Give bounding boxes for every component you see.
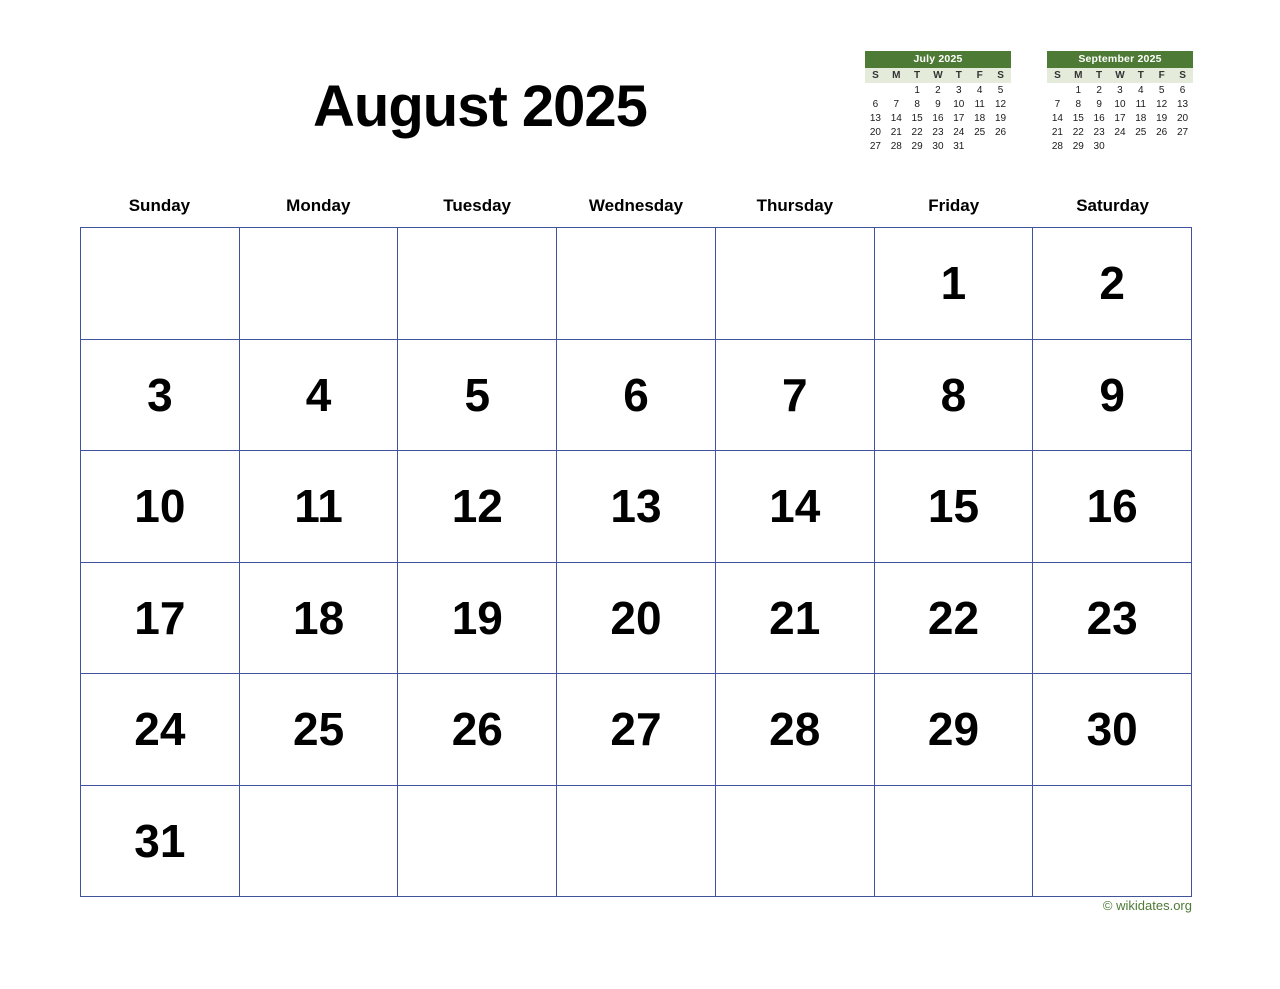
mini-day-cell[interactable]: 23 xyxy=(1089,125,1110,139)
mini-day-cell[interactable]: 2 xyxy=(928,83,949,97)
day-cell[interactable] xyxy=(716,674,875,786)
mini-day-cell[interactable] xyxy=(1151,139,1172,153)
weekday-header-monday: Monday xyxy=(286,196,351,215)
mini-day-cell[interactable]: 1 xyxy=(1068,83,1089,97)
day-number: 18 xyxy=(292,591,345,644)
day-number: 23 xyxy=(1086,591,1138,644)
mini-day-cell[interactable]: 8 xyxy=(907,97,928,111)
day-cell[interactable] xyxy=(240,786,399,898)
day-cell[interactable] xyxy=(81,786,240,898)
day-number: 26 xyxy=(451,703,503,756)
mini-day-cell[interactable]: 21 xyxy=(1047,125,1068,139)
mini-day-cell[interactable]: 15 xyxy=(1068,111,1089,125)
mini-day-cell[interactable]: 28 xyxy=(1047,139,1068,153)
mini-day-cell[interactable] xyxy=(1110,139,1131,153)
day-cell[interactable] xyxy=(875,340,1034,452)
day-number: 3 xyxy=(147,368,173,421)
calendar-header xyxy=(0,0,1280,178)
day-number: 2 xyxy=(1099,257,1125,310)
mini-day-cell[interactable]: 29 xyxy=(907,139,928,153)
mini-day-cell[interactable]: 16 xyxy=(1089,111,1110,125)
mini-day-cell[interactable]: 12 xyxy=(990,97,1011,111)
day-cell[interactable] xyxy=(398,563,557,675)
mini-day-cell[interactable] xyxy=(1172,139,1193,153)
day-cell[interactable] xyxy=(557,786,716,898)
mini-day-cell[interactable]: 21 xyxy=(886,125,907,139)
week-row xyxy=(81,786,1192,898)
mini-day-cell[interactable]: 28 xyxy=(886,139,907,153)
day-cell[interactable] xyxy=(81,340,240,452)
mini-day-cell[interactable] xyxy=(865,83,886,97)
day-cell[interactable] xyxy=(557,228,716,340)
mini-day-cell[interactable]: 30 xyxy=(928,139,949,153)
mini-weekday-saturday: S xyxy=(1172,68,1193,83)
day-cell[interactable] xyxy=(557,451,716,563)
day-cell[interactable] xyxy=(240,563,399,675)
day-number: 7 xyxy=(781,368,808,421)
day-cell[interactable] xyxy=(875,228,1034,340)
weekday-header-wednesday: Wednesday xyxy=(588,196,684,215)
mini-day-cell[interactable]: 25 xyxy=(969,125,990,139)
mini-day-cell[interactable]: 26 xyxy=(990,125,1011,139)
mini-day-cell[interactable]: 16 xyxy=(928,111,949,125)
mini-calendar-title: July 2025 xyxy=(865,51,1011,68)
mini-weekday-sunday: S xyxy=(865,68,886,83)
mini-day-cell[interactable]: 1 xyxy=(907,83,928,97)
day-cell[interactable] xyxy=(81,563,240,675)
day-number: 12 xyxy=(451,480,503,533)
day-number: 9 xyxy=(1099,368,1125,421)
weekday-header-row xyxy=(80,196,1192,216)
mini-week-row xyxy=(1047,97,1193,111)
day-cell[interactable] xyxy=(1033,786,1192,898)
day-cell[interactable] xyxy=(398,340,557,452)
mini-day-cell[interactable]: 19 xyxy=(990,111,1011,125)
day-number: 19 xyxy=(451,591,503,644)
mini-day-cell[interactable]: 7 xyxy=(886,97,907,111)
day-cell[interactable] xyxy=(240,340,399,452)
day-cell[interactable] xyxy=(398,451,557,563)
weekday-header-friday: Friday xyxy=(928,196,980,215)
mini-calendar-previous-month xyxy=(864,50,1012,154)
mini-day-cell[interactable]: 9 xyxy=(1089,97,1110,111)
copyright-symbol: © xyxy=(1102,898,1113,913)
mini-day-cell[interactable]: 26 xyxy=(1151,125,1172,139)
mini-day-cell[interactable]: 24 xyxy=(1110,125,1131,139)
mini-calendar-table xyxy=(865,68,1011,153)
mini-day-cell[interactable]: 6 xyxy=(1172,83,1193,97)
mini-weekday-friday: F xyxy=(1151,68,1172,83)
day-number: 31 xyxy=(134,814,186,867)
day-cell[interactable] xyxy=(875,451,1034,563)
mini-day-cell[interactable]: 13 xyxy=(865,111,886,125)
mini-week-row xyxy=(865,97,1011,111)
weekday-header-sunday: Sunday xyxy=(128,196,191,215)
mini-weekday-saturday: S xyxy=(990,68,1011,83)
mini-day-cell[interactable]: 2 xyxy=(1089,83,1110,97)
mini-day-cell[interactable]: 4 xyxy=(969,83,990,97)
day-cell[interactable] xyxy=(557,340,716,452)
mini-day-cell[interactable]: 9 xyxy=(928,97,949,111)
day-number: 6 xyxy=(623,368,649,421)
mini-week-row xyxy=(865,111,1011,125)
mini-day-cell[interactable]: 12 xyxy=(1151,97,1172,111)
day-cell[interactable] xyxy=(398,786,557,898)
mini-day-cell[interactable]: 24 xyxy=(948,125,969,139)
mini-weekday-row xyxy=(1047,68,1193,83)
mini-weekday-wednesday: W xyxy=(928,68,949,83)
mini-day-cell[interactable]: 7 xyxy=(1047,97,1068,111)
day-number: 28 xyxy=(769,703,821,756)
day-number: 13 xyxy=(610,480,662,533)
mini-day-cell[interactable]: 6 xyxy=(865,97,886,111)
day-cell[interactable] xyxy=(398,674,557,786)
day-number: 29 xyxy=(927,703,980,756)
day-number: 4 xyxy=(305,368,332,421)
week-row xyxy=(81,340,1192,452)
day-cell[interactable] xyxy=(1033,451,1192,563)
day-cell[interactable] xyxy=(81,451,240,563)
mini-weekday-monday: M xyxy=(886,68,907,83)
day-cell[interactable] xyxy=(81,674,240,786)
mini-day-cell[interactable]: 4 xyxy=(1130,83,1151,97)
mini-day-cell[interactable]: 11 xyxy=(1130,97,1151,111)
mini-calendar-title: September 2025 xyxy=(1047,51,1193,68)
day-cell[interactable] xyxy=(240,674,399,786)
mini-day-cell[interactable]: 23 xyxy=(928,125,949,139)
mini-weekday-tuesday: T xyxy=(907,68,928,83)
weekday-header-saturday: Saturday xyxy=(1076,196,1149,215)
mini-week-row xyxy=(1047,125,1193,139)
mini-weekday-thursday: T xyxy=(1130,68,1151,83)
day-number: 11 xyxy=(294,480,343,533)
mini-weekday-friday: F xyxy=(969,68,990,83)
mini-week-row xyxy=(865,139,1011,153)
week-row xyxy=(81,228,1192,340)
day-cell[interactable] xyxy=(1033,563,1192,675)
day-cell[interactable] xyxy=(398,228,557,340)
mini-day-cell[interactable]: 8 xyxy=(1068,97,1089,111)
day-cell[interactable] xyxy=(875,786,1034,898)
mini-weekday-monday: M xyxy=(1068,68,1089,83)
day-number: 17 xyxy=(134,591,186,644)
mini-day-cell[interactable]: 18 xyxy=(969,111,990,125)
mini-day-cell[interactable]: 29 xyxy=(1068,139,1089,153)
mini-day-cell[interactable] xyxy=(886,83,907,97)
mini-day-cell[interactable]: 14 xyxy=(886,111,907,125)
mini-day-cell[interactable] xyxy=(1047,83,1068,97)
weekday-header-tuesday: Tuesday xyxy=(443,196,511,215)
day-cell[interactable] xyxy=(557,674,716,786)
day-number: 22 xyxy=(927,591,980,644)
mini-day-cell[interactable]: 14 xyxy=(1047,111,1068,125)
day-number: 30 xyxy=(1086,703,1138,756)
mini-day-cell[interactable]: 13 xyxy=(1172,97,1193,111)
day-cell[interactable] xyxy=(875,674,1034,786)
mini-day-cell[interactable]: 18 xyxy=(1130,111,1151,125)
mini-day-cell[interactable]: 31 xyxy=(948,139,969,153)
day-number: 15 xyxy=(927,480,980,533)
mini-day-cell[interactable]: 22 xyxy=(907,125,928,139)
day-cell[interactable] xyxy=(557,563,716,675)
day-cell[interactable] xyxy=(240,228,399,340)
day-cell[interactable] xyxy=(1033,674,1192,786)
mini-week-row xyxy=(1047,139,1193,153)
mini-day-cell[interactable]: 20 xyxy=(865,125,886,139)
day-number: 14 xyxy=(769,480,821,533)
day-cell[interactable] xyxy=(240,451,399,563)
mini-weekday-tuesday: T xyxy=(1089,68,1110,83)
day-cell[interactable] xyxy=(1033,228,1192,340)
mini-weekday-sunday: S xyxy=(1047,68,1068,83)
day-cell[interactable] xyxy=(1033,340,1192,452)
page-title: August 2025 xyxy=(313,74,647,139)
mini-day-cell[interactable]: 3 xyxy=(1110,83,1131,97)
day-number: 10 xyxy=(134,480,186,533)
mini-day-cell[interactable]: 11 xyxy=(969,97,990,111)
mini-day-cell[interactable]: 27 xyxy=(865,139,886,153)
day-number: 16 xyxy=(1086,480,1138,533)
mini-week-row xyxy=(1047,83,1193,97)
mini-day-cell[interactable]: 30 xyxy=(1089,139,1110,153)
day-number: 25 xyxy=(292,703,345,756)
day-number: 20 xyxy=(610,591,662,644)
mini-calendar-table xyxy=(1047,68,1193,153)
mini-day-cell[interactable]: 15 xyxy=(907,111,928,125)
mini-weekday-thursday: T xyxy=(948,68,969,83)
day-cell[interactable] xyxy=(716,340,875,452)
day-cell[interactable] xyxy=(875,563,1034,675)
weekday-header-thursday: Thursday xyxy=(756,196,834,215)
mini-day-cell[interactable]: 5 xyxy=(1151,83,1172,97)
mini-week-row xyxy=(1047,111,1193,125)
mini-day-cell[interactable]: 10 xyxy=(1110,97,1131,111)
day-cell[interactable] xyxy=(716,451,875,563)
day-cell[interactable] xyxy=(716,228,875,340)
mini-day-cell[interactable]: 10 xyxy=(948,97,969,111)
mini-day-cell[interactable]: 22 xyxy=(1068,125,1089,139)
day-cell[interactable] xyxy=(716,786,875,898)
mini-day-cell[interactable] xyxy=(1130,139,1151,153)
mini-calendar-next-month xyxy=(1046,50,1194,154)
week-row xyxy=(81,563,1192,675)
wikidates-link[interactable]: wikidates.org xyxy=(1116,898,1192,913)
mini-week-row xyxy=(865,125,1011,139)
mini-day-cell[interactable]: 17 xyxy=(948,111,969,125)
day-number: 1 xyxy=(940,257,967,310)
day-cell[interactable] xyxy=(81,228,240,340)
mini-weekday-wednesday: W xyxy=(1110,68,1131,83)
day-cell[interactable] xyxy=(716,563,875,675)
day-number: 21 xyxy=(769,591,821,644)
mini-weekday-row xyxy=(865,68,1011,83)
mini-week-row xyxy=(865,83,1011,97)
mini-day-cell[interactable] xyxy=(990,139,1011,153)
mini-day-cell[interactable]: 25 xyxy=(1130,125,1151,139)
mini-day-cell[interactable] xyxy=(969,139,990,153)
week-row xyxy=(81,451,1192,563)
day-number: 24 xyxy=(134,703,186,756)
month-grid xyxy=(80,227,1192,897)
week-row xyxy=(81,674,1192,786)
day-number: 8 xyxy=(940,368,967,421)
mini-day-cell[interactable]: 19 xyxy=(1151,111,1172,125)
mini-day-cell[interactable]: 27 xyxy=(1172,125,1193,139)
mini-day-cell[interactable]: 17 xyxy=(1110,111,1131,125)
day-number: 5 xyxy=(464,368,491,421)
day-number: 27 xyxy=(610,703,662,756)
mini-day-cell[interactable]: 20 xyxy=(1172,111,1193,125)
mini-day-cell[interactable]: 5 xyxy=(990,83,1011,97)
mini-day-cell[interactable]: 3 xyxy=(948,83,969,97)
footer-credit xyxy=(1103,898,1192,913)
